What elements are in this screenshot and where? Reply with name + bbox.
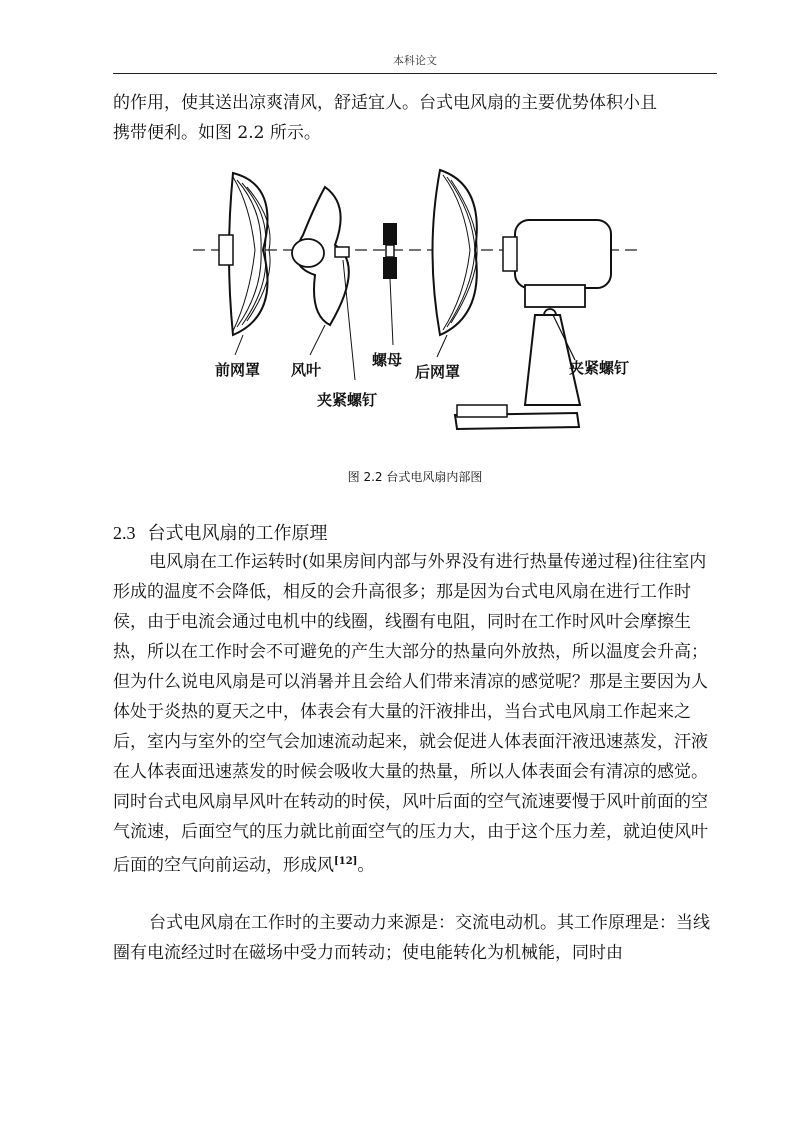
intro-paragraph bbox=[113, 88, 717, 148]
body-paragraph-1 bbox=[113, 547, 717, 881]
label-clamp-screw-2: 夹紧螺钉 bbox=[569, 359, 630, 377]
intro-line-2: 携带便利。如图 2.2 所示。 bbox=[113, 123, 321, 143]
label-fan-blade: 风叶 bbox=[291, 361, 322, 379]
label-front-grille: 前网罩 bbox=[215, 361, 261, 379]
nut-drawing bbox=[383, 223, 397, 279]
citation-ref: [12] bbox=[334, 856, 358, 867]
label-clamp-screw-1: 夹紧螺钉 bbox=[317, 391, 378, 409]
section-title: 台式电风扇的工作原理 bbox=[147, 523, 328, 544]
section-heading bbox=[113, 519, 328, 545]
figure-caption: 图 2.2 台式电风扇内部图 bbox=[347, 470, 483, 484]
body-paragraph-2: 台式电风扇在工作时的主要动力来源是：交流电动机。其工作原理是：当线圈有电流经过时在磁场中受力而转动；使电能转化为机械能，同时由 bbox=[113, 913, 710, 963]
fan-blade-drawing bbox=[292, 187, 349, 325]
body-paragraph-1-text: 电风扇在工作运转时(如果房间内部与外界没有进行热量传递过程)往往室内形成的温度不会降低，相反的会升高很多；那是因为台式电风扇在进行工作时侯，由于电流会通过电机中的线圈，线圈有电阻，同时在工作时风叶会摩擦生热，所以在工作时会不可避免的产生大部分的热量向外放热，所以温度会升高；但为什么说电风扇是可以消暑并且会给人们带来清凉的感觉呢？那是主要因为人体处于炎热的夏天之中，体表会有大量的汗液排出，当台式电风扇工作起来之后，室内与室外的空气会加速流动起来，就会促进人体表面汗液迅速蒸发，汗液在人体表面迅速蒸发的时候会吸收大量的热量，所以人体表面会有清凉的感觉。同时台式电风扇早风叶在转动的时侯，风叶后面的空气流速要慢于风叶前面的空气流速，后面空气的压力就比前面空气的压力大，由于这个压力差，就迫使风叶后面的空气向前运动，形成风 bbox=[113, 552, 708, 876]
page-header: 本科论文 bbox=[393, 54, 437, 67]
header-rule bbox=[113, 73, 717, 74]
section-number: 2.3 bbox=[113, 523, 136, 543]
rear-grille-drawing bbox=[433, 170, 478, 335]
fan-exploded-figure bbox=[185, 165, 645, 445]
label-rear-grille: 后网罩 bbox=[415, 363, 461, 381]
motor-base-drawing bbox=[455, 220, 611, 429]
body-paragraph-1-end: 。 bbox=[357, 855, 375, 876]
label-nut: 螺母 bbox=[372, 351, 403, 369]
front-grille-drawing bbox=[219, 173, 270, 335]
intro-line-1: 的作用，使其送出凉爽清风，舒适宜人。台式电风扇的主要优势体积小且 bbox=[113, 93, 657, 113]
